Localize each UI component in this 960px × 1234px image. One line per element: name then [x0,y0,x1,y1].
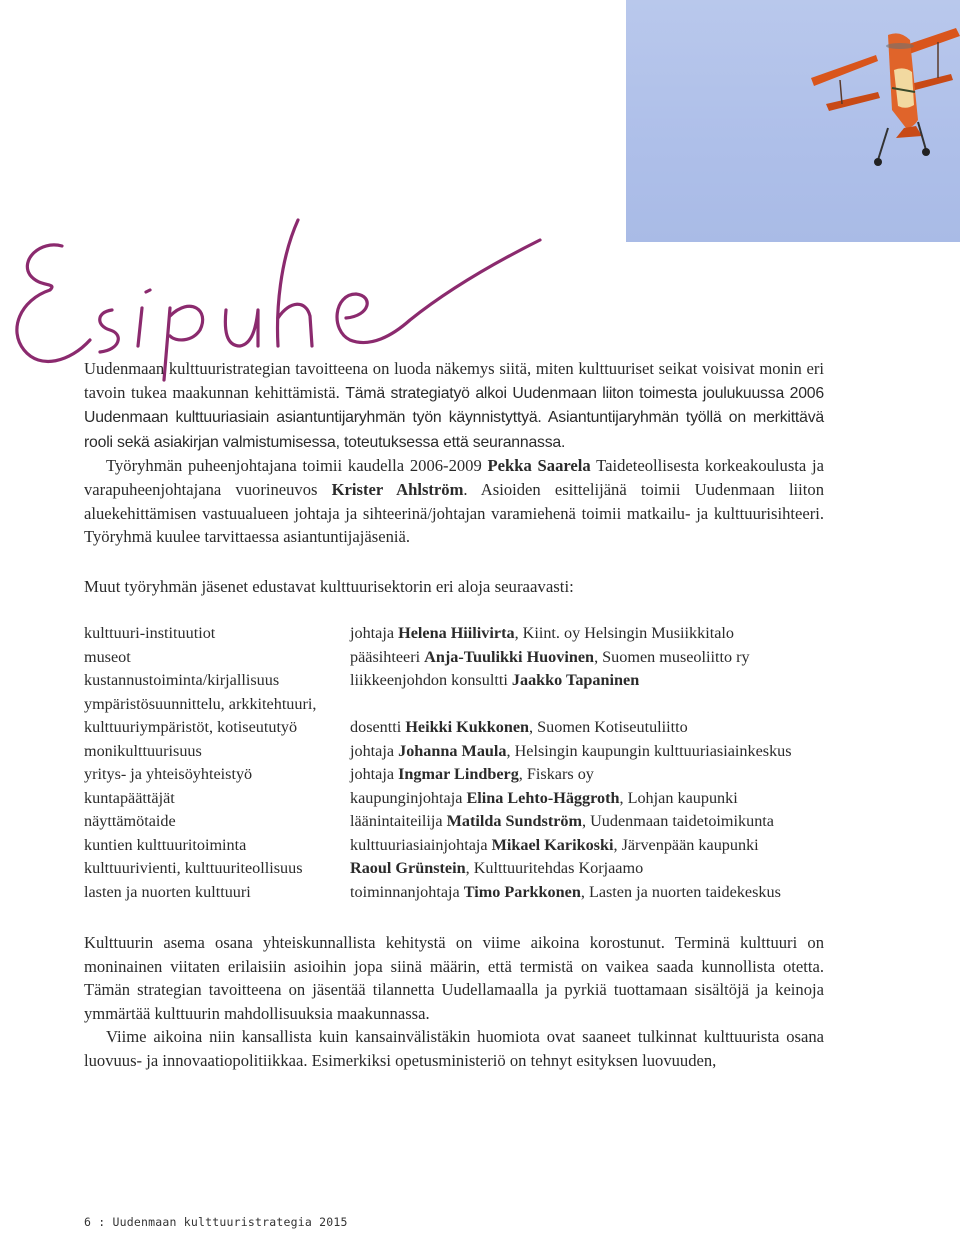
member-person: johtaja Helena Hiilivirta, Kiint. oy Helsingin Musiikkitalo [350,624,734,642]
biplane-photo [626,0,960,242]
member-person: johtaja Johanna Maula, Helsingin kaupungin kulttuuriasiainkeskus [350,741,792,760]
member-sector: kustannustoiminta/kirjallisuus [84,671,280,689]
closing-section [84,931,824,1073]
member-sector: monikulttuurisuus [84,741,202,760]
member-row [84,646,844,670]
closing-paragraph-1: Kulttuurin asema osana yhteiskunnallista kehitystä on viime aikoina korostunut. Terminä kulttuuri on moninainen viitaten erilaisiin asioihin jopa siinä määrin, että termistä on vaikea saada kunnollista otetta. Tämän strategian tavoitteena on jäsentää tilannetta Uudellamaalla ja pyrkiä tuottamaan sisältöjä ja keinoja ymmärtää kulttuurin mahdollisuuksia maakunnassa. [84,933,824,1023]
member-sector: yritys- ja yhteisöyhteistyö [84,765,253,783]
member-person: kaupunginjohtaja Elina Lehto-Häggroth, Lohjan kaupunki [350,788,738,807]
member-person: liikkeenjohdon konsultti Jaakko Tapaninen [350,671,640,689]
member-person: kulttuuriasiainjohtaja Mikael Karikoski, Järvenpään kaupunki [350,835,759,854]
chair-paragraph [84,454,824,548]
vice-chair-name: Krister Ahlström [331,479,464,499]
chair-text-before: Työryhmän puheenjohtajana toimii kaudella 2006-2009 [106,456,482,476]
member-sector: kulttuuri-instituutiot [84,624,216,642]
member-person: toiminnanjohtaja Timo Parkkonen, Lasten ja nuorten taidekeskus [350,882,781,901]
chair-text-mid: Taideteollisesta korkeakoulusta ja varapuheenjohtajana vuorineuvos [84,456,824,499]
member-sector: kuntien kulttuuritoiminta [84,835,247,854]
intro-line-2: Tämä strategiatyö alkoi Uudenmaan liiton toimesta joulukuussa 2006 Uudenmaan kulttuuriasiain asiantuntijaryhmän työn käynnistyttyä. Asiantuntijaryhmän työllä on merkittävä rooli sekä asiakirjan valmistumisessa, toteutuksessa että seurannassa. [84,384,824,451]
member-sector: näyttämötaide [84,812,176,830]
intro-paragraph [84,357,824,454]
chair-text-after: . Asioiden esittelijänä toimii Uudenmaan liiton aluekehittämisen vastuualueen johtaja ja sihteerinä/johtajan varamiehenä toimii matkailu- ja kulttuurisihteeri. Työryhmä kuulee tarvittaessa asiantuntijajäseniä. [84,479,824,547]
intro-section [84,357,824,549]
biplane-illustration [811,28,960,166]
member-person: läänintaiteilija Matilda Sundström, Uudenmaan taidetoimikunta [350,812,774,830]
member-row [84,693,844,717]
member-row [84,787,844,811]
member-row [84,669,844,693]
member-sector: museot [84,647,131,666]
member-sector: kulttuurivienti, kulttuuriteollisuus [84,859,303,877]
member-row [84,834,844,858]
closing-paragraph-2: Viime aikoina niin kansallista kuin kansainvälistäkin huomiota ovat saaneet tulkinnat kulttuurista osana luovuus- ja innovaatiopolitiikkaa. Esimerkiksi opetusministeriö on tehnyt esityksen luovuuden, [84,1027,824,1070]
member-row [84,740,844,764]
member-sector: kuntapäättäjät [84,788,175,807]
intro-line-1: Uudenmaan kulttuuristrategian tavoitteena on luoda näkemys siitä, miten kulttuuriset seikat voisivat monin eri tavoin tukea maakunnan kehittämistä. [84,359,824,402]
page-footer: 6 : Uudenmaan kulttuuristrategia 2015 [84,1215,348,1229]
chair-name: Pekka Saarela [487,456,591,476]
member-row [84,763,844,787]
members-list [84,622,844,904]
member-person: Raoul Grünstein, Kulttuuritehdas Korjaamo [350,859,644,877]
member-sector: kulttuuriympäristöt, kotiseututyö [84,718,298,736]
member-sector: ympäristösuunnittelu, arkkitehtuuri, [84,694,317,713]
member-row [84,716,844,740]
member-person: pääsihteeri Anja-Tuulikki Huovinen, Suomen museoliitto ry [350,647,750,666]
member-person: dosentti Heikki Kukkonen, Suomen Kotiseutuliitto [350,718,688,736]
members-lead: Muut työryhmän jäsenet edustavat kulttuurisektorin eri aloja seuraavasti: [84,577,574,596]
member-sector: lasten ja nuorten kulttuuri [84,882,251,901]
member-row [84,810,844,834]
member-row [84,881,844,905]
member-row [84,622,844,646]
member-person: johtaja Ingmar Lindberg, Fiskars oy [350,765,594,783]
member-row [84,857,844,881]
